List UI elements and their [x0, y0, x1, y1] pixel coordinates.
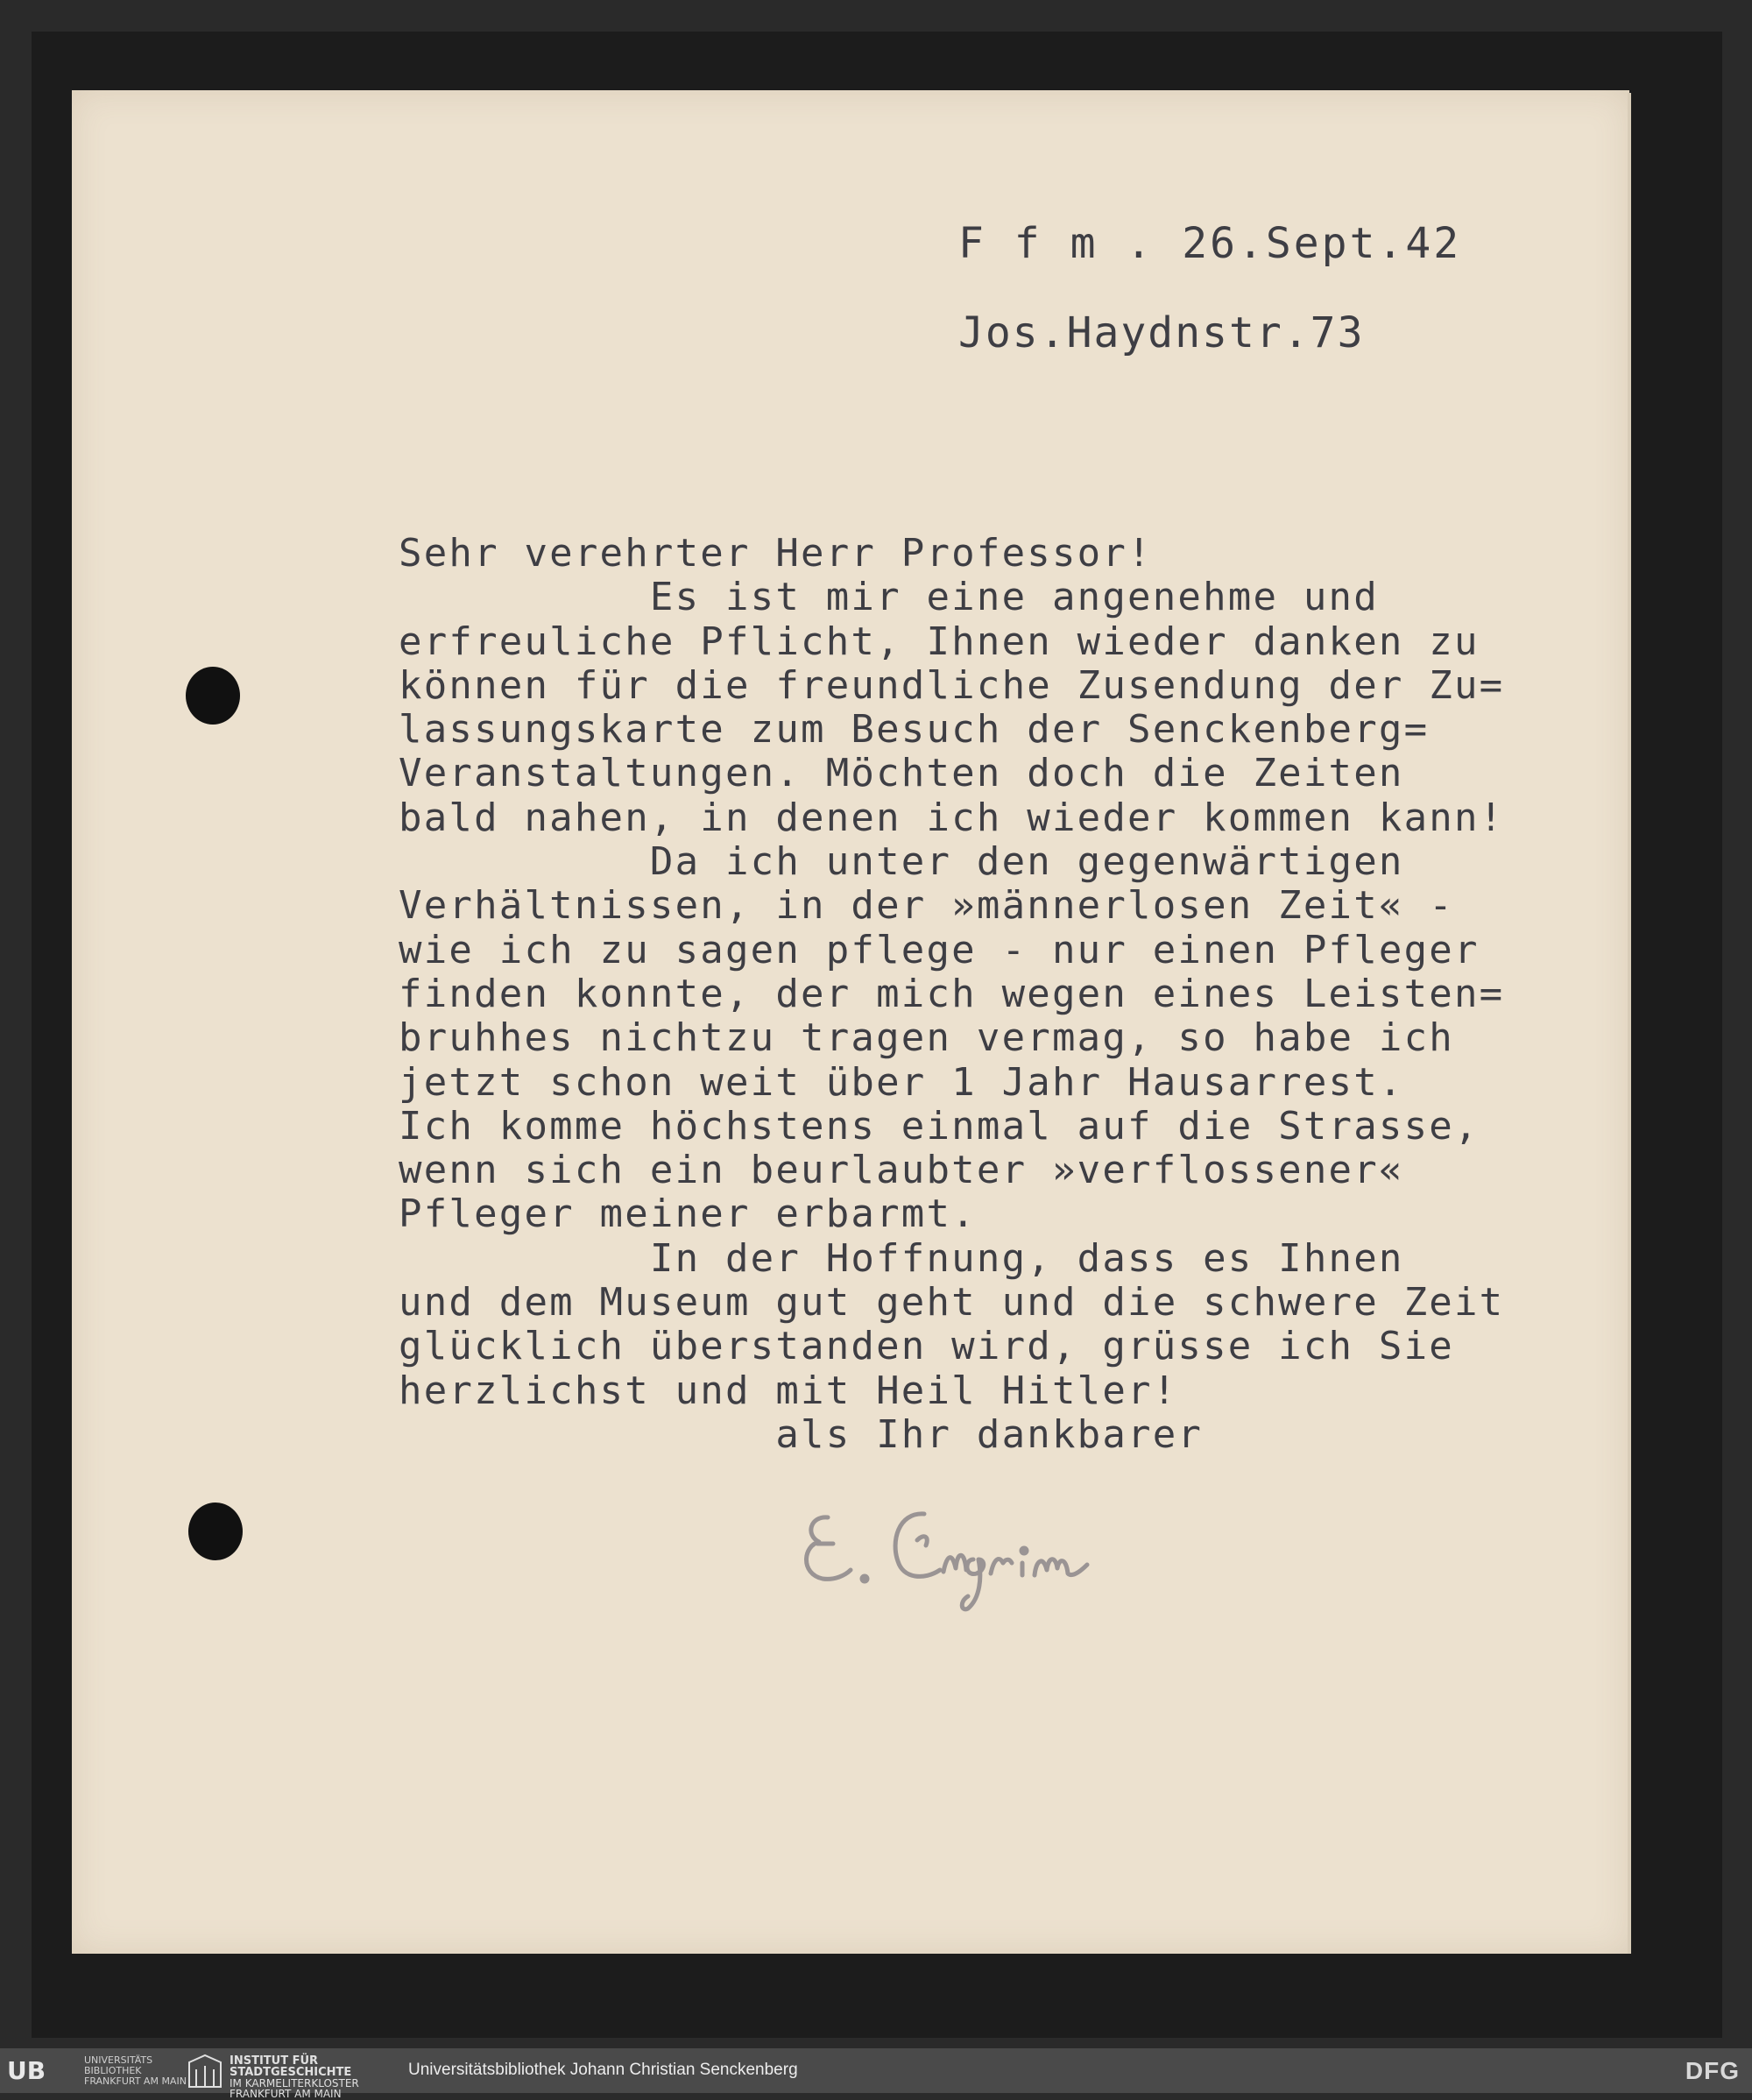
body-line: bruhhes nichtzu tragen vermag, so habe ich	[399, 1015, 1454, 1061]
viewer-footer-bar	[0, 2048, 1752, 2100]
body-line: finden konnte, der mich wegen eines Leisten=	[399, 971, 1505, 1016]
body-line: lassungskarte zum Besuch der Senckenberg=	[399, 707, 1430, 753]
body-line: wie ich zu sagen pflege - nur einen Pfleger	[399, 927, 1480, 972]
body-line: Da ich unter den gegenwärtigen	[399, 839, 1404, 885]
body-line: können für die freundliche Zusendung der Zu=	[399, 662, 1505, 708]
body-line: erfreuliche Pflicht, Ihnen wieder danken zu	[399, 619, 1480, 664]
body-line: und dem Museum gut geht und die schwere Zeit	[399, 1280, 1505, 1326]
sender-address: Jos.Haydnstr.73	[958, 308, 1365, 357]
letter-body	[399, 532, 1504, 1457]
punch-hole-icon	[188, 1503, 243, 1560]
body-line: als Ihr dankbarer	[399, 1411, 1204, 1457]
institute-building-icon	[186, 2054, 224, 2089]
dfg-logo[interactable]: DFG	[1685, 2057, 1740, 2084]
institute-title: INSTITUT FÜR STADTGESCHICHTE	[230, 2054, 352, 2079]
body-line: bald nahen, in denen ich wieder kommen kann!	[399, 795, 1505, 840]
letter-date: F f m . 26.Sept.42	[958, 219, 1462, 268]
body-line: herzlichst und mit Heil Hitler!	[399, 1368, 1178, 1413]
body-line: Ich komme höchstens einmal auf die Strasse,	[399, 1103, 1480, 1149]
institute-logo-text[interactable]	[230, 2055, 359, 2099]
punch-hole-icon	[186, 667, 240, 725]
body-line: Sehr verehrter Herr Professor!	[399, 531, 1153, 576]
body-line: jetzt schon weit über 1 Jahr Hausarrest.	[399, 1059, 1404, 1105]
handwritten-signature	[793, 1489, 1266, 1621]
ub-logo-text: UNIVERSITÄTS BIBLIOTHEK FRANKFURT AM MAIN	[84, 2054, 187, 2087]
body-line: wenn sich ein beurlaubter »verflossener«	[399, 1148, 1404, 1193]
body-line: Veranstaltungen. Möchten doch die Zeiten	[399, 751, 1404, 796]
body-line: Verhältnissen, in der »männerlosen Zeit« -	[399, 883, 1454, 929]
body-line: In der Hoffnung, dass es Ihnen	[399, 1235, 1404, 1281]
body-line: glücklich überstanden wird, grüsse ich Sie	[399, 1324, 1454, 1369]
body-line: Pfleger meiner erbarmt.	[399, 1191, 977, 1237]
ub-logo[interactable]: UB	[7, 2056, 46, 2085]
sheet-edge	[1628, 93, 1631, 1954]
institute-subtitle: IM KARMELITERKLOSTER FRANKFURT AM MAIN	[230, 2077, 359, 2100]
library-name[interactable]: Universitätsbibliothek Johann Christian Senckenberg	[408, 2061, 798, 2079]
body-line: Es ist mir eine angenehme und	[399, 575, 1379, 620]
